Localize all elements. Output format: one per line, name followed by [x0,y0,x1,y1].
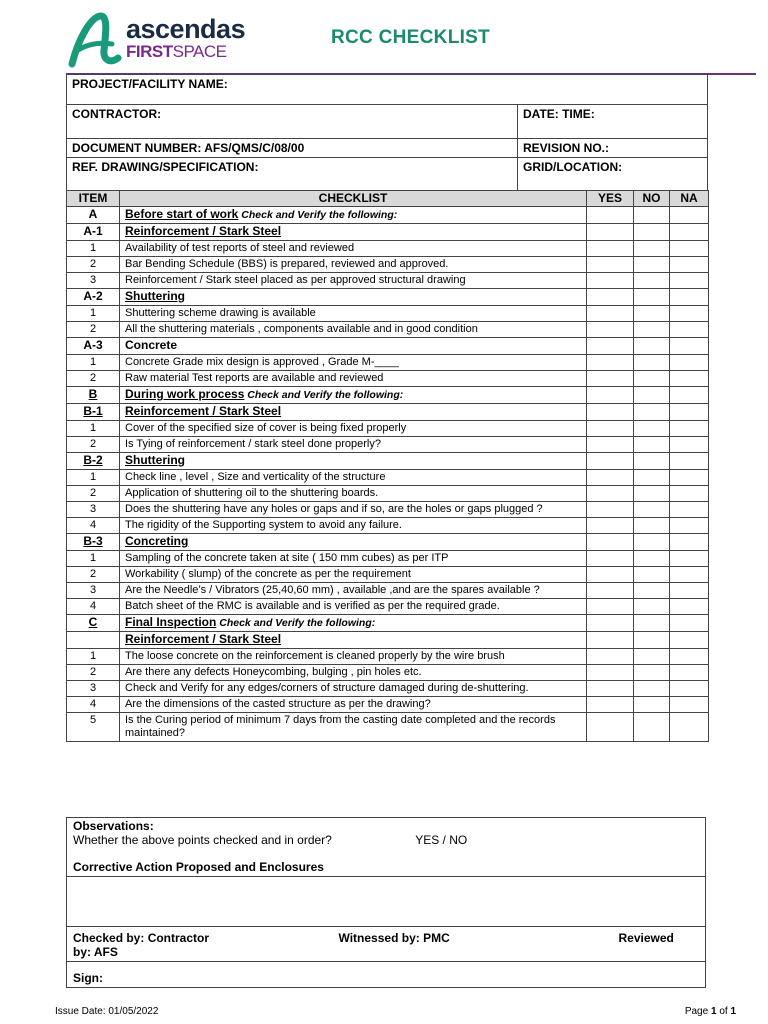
checked-by-label: Checked by: Contractor [73,931,210,945]
checklist-row [67,306,709,322]
checkbox-no[interactable] [634,437,670,453]
checkbox-na[interactable] [670,241,709,257]
section-title: Shuttering [125,289,185,303]
checklist-text [120,453,587,470]
checkbox-yes[interactable] [587,665,634,681]
checklist-row [67,599,709,615]
checkbox-yes[interactable] [587,371,634,387]
reviewed-by-label: by: AFS [73,945,118,959]
item-number: 2 [67,371,120,387]
checklist-text [120,387,587,404]
checkbox-na[interactable] [670,273,709,289]
checkbox-yes[interactable] [587,470,634,486]
section-title: Before start of work [125,207,239,221]
checkbox-no[interactable] [634,421,670,437]
checkbox-yes[interactable] [587,534,634,551]
checklist-section-row [67,632,709,649]
item-number: 1 [67,551,120,567]
checkbox-na[interactable] [670,649,709,665]
checklist-section-row [67,338,709,355]
section-title: Reinforcement / Stark Steel [125,224,282,238]
checklist-text: Shuttering scheme drawing is available [120,306,587,322]
item-number: 1 [67,470,120,486]
checklist-row [67,502,709,518]
checklist-body [67,207,709,742]
checkbox-no[interactable] [634,273,670,289]
checklist-text [120,615,587,632]
col-checklist: CHECKLIST [120,191,587,207]
col-na: NA [670,191,709,207]
checklist-text: The rigidity of the Supporting system to avoid any failure. [120,518,587,534]
checkbox-yes[interactable] [587,322,634,338]
checkbox-no[interactable] [634,322,670,338]
checkbox-no[interactable] [634,534,670,551]
logo-mark-icon [66,10,124,68]
page-label: Page [684,1006,709,1017]
checkbox-na[interactable] [670,534,709,551]
checklist-text: Are there any defects Honeycombing, bulging , pin holes etc. [120,665,587,681]
checkbox-na[interactable] [670,387,709,404]
item-number: B [67,387,120,404]
logo-space: SPACE [172,42,227,61]
checklist-row [67,583,709,599]
sign-field[interactable]: Sign: [67,962,706,988]
checklist-section-row [67,404,709,421]
section-title: Reinforcement / Stark Steel [125,632,282,646]
checklist-text: Sampling of the concrete taken at site ( 150 mm cubes) as per ITP [120,551,587,567]
date-time-field: DATE: TIME: [518,105,708,139]
checkbox-yes[interactable] [587,355,634,371]
checklist-text: Is Tying of reinforcement / stark steel done properly? [120,437,587,453]
checklist-row [67,649,709,665]
checkbox-no[interactable] [634,257,670,273]
checkbox-no[interactable] [634,649,670,665]
item-number: A [67,207,120,224]
checklist-text: Bar Bending Schedule (BBS) is prepared, reviewed and approved. [120,257,587,273]
item-number: 2 [67,322,120,338]
checklist-text: Concrete Grade mix design is approved , Grade M-____ [120,355,587,371]
checkbox-na[interactable] [670,355,709,371]
section-note: Check and Verify the following: [216,617,376,629]
checkbox-yes[interactable] [587,241,634,257]
contractor-field: CONTRACTOR: [67,105,518,139]
checklist-text [120,289,587,306]
checkbox-no[interactable] [634,355,670,371]
checkbox-na[interactable] [670,338,709,355]
section-title: Concreting [125,534,189,548]
checkbox-no[interactable] [634,599,670,615]
checklist-text: Are the dimensions of the casted structure as per the drawing? [120,697,587,713]
checkbox-yes[interactable] [587,502,634,518]
checkbox-no[interactable] [634,567,670,583]
checkbox-no[interactable] [634,502,670,518]
col-no: NO [634,191,670,207]
checkbox-yes[interactable] [587,207,634,224]
item-number: 3 [67,583,120,599]
checkbox-yes[interactable] [587,387,634,404]
checklist-text [120,207,587,224]
checklist-row [67,421,709,437]
checkbox-na[interactable] [670,437,709,453]
item-number: 4 [67,697,120,713]
checkbox-no[interactable] [634,615,670,632]
checkbox-no[interactable] [634,486,670,502]
checkbox-na[interactable] [670,567,709,583]
checkbox-no[interactable] [634,207,670,224]
checklist-row [67,437,709,453]
checkbox-no[interactable] [634,241,670,257]
checklist-text: All the shuttering materials , components available and in good condition [120,322,587,338]
checkbox-na[interactable] [670,632,709,649]
checkbox-no[interactable] [634,551,670,567]
section-note: Check and Verify the following: [244,389,404,401]
checkbox-na[interactable] [670,713,709,742]
revision-field: REVISION NO.: [518,139,708,158]
logo-word-ascendas: ascendas [126,14,246,44]
checklist-table [66,190,709,742]
item-number: 1 [67,421,120,437]
company-logo [66,10,246,68]
checkbox-na[interactable] [670,224,709,241]
checklist-row [67,257,709,273]
checklist-text: Reinforcement / Stark steel placed as per approved structural drawing [120,273,587,289]
checkbox-yes[interactable] [587,453,634,470]
checklist-row [67,518,709,534]
observations-cell [67,818,706,877]
item-number: 2 [67,257,120,273]
section-title: Shuttering [125,453,185,467]
item-number [67,632,120,649]
checkbox-na[interactable] [670,371,709,387]
checkbox-no[interactable] [634,453,670,470]
item-number: 2 [67,567,120,583]
observations-question: Whether the above points checked and in order? [73,833,332,847]
page-total: 1 [730,1006,736,1017]
col-item: ITEM [67,191,120,207]
checklist-text: Are the Needle’s / Vibrators (25,40,60 mm) , available ,and are the spares available ? [120,583,587,599]
checkbox-na[interactable] [670,207,709,224]
checkbox-na[interactable] [670,599,709,615]
checklist-row [67,470,709,486]
checkbox-na[interactable] [670,583,709,599]
checkbox-yes[interactable] [587,649,634,665]
checkbox-no[interactable] [634,404,670,421]
checklist-row [67,355,709,371]
document-number-field: DOCUMENT NUMBER: AFS/QMS/C/08/00 [67,139,518,158]
checkbox-yes[interactable] [587,599,634,615]
checkbox-yes[interactable] [587,421,634,437]
checklist-text: Is the Curing period of minimum 7 days from the casting date completed and the records maintained? [120,713,587,742]
item-number: A-1 [67,224,120,241]
checklist-text [120,338,587,355]
corrective-action-area[interactable] [67,877,706,927]
checkbox-no[interactable] [634,371,670,387]
page-of-label: of [719,1006,728,1017]
checkbox-yes[interactable] [587,437,634,453]
checkbox-yes[interactable] [587,306,634,322]
logo-first: FIRST [126,42,173,61]
checkbox-no[interactable] [634,665,670,681]
checkbox-na[interactable] [670,306,709,322]
checkbox-no[interactable] [634,518,670,534]
item-number: 2 [67,665,120,681]
checkbox-yes[interactable] [587,632,634,649]
checkbox-no[interactable] [634,713,670,742]
item-number: 4 [67,599,120,615]
checklist-section-row [67,615,709,632]
checklist-text: Does the shuttering have any holes or gaps and if so, are the holes or gaps plugged ? [120,502,587,518]
checkbox-yes[interactable] [587,404,634,421]
issue-date: Issue Date: 01/05/2022 [55,1006,159,1017]
logo-word-firstspace [126,42,226,62]
observations-question-line [73,833,699,847]
checklist-row [67,665,709,681]
page-number: 1 [710,1006,717,1017]
checkbox-na[interactable] [670,665,709,681]
checklist-row [67,697,709,713]
checklist-text [120,632,587,649]
checkbox-na[interactable] [670,289,709,306]
checklist-text [120,534,587,551]
checklist-text: Check line , level , Size and verticality of the structure [120,470,587,486]
checklist-text: Cover of the specified size of cover is being fixed properly [120,421,587,437]
checkbox-yes[interactable] [587,697,634,713]
checkbox-no[interactable] [634,224,670,241]
checkbox-na[interactable] [670,551,709,567]
checkbox-no[interactable] [634,470,670,486]
checklist-section-row [67,453,709,470]
section-title: Final Inspection [125,615,217,629]
checklist-section-row [67,387,709,404]
checklist-row [67,486,709,502]
item-number: B-3 [67,534,120,551]
checkbox-yes[interactable] [587,713,634,742]
checkbox-yes[interactable] [587,518,634,534]
checklist-section-row [67,207,709,224]
checkbox-na[interactable] [670,404,709,421]
checklist-text: Workability ( slump) of the concrete as per the requirement [120,567,587,583]
checklist-text: Raw material Test reports are available and reviewed [120,371,587,387]
checkbox-na[interactable] [670,697,709,713]
item-number: 3 [67,681,120,697]
checkbox-yes[interactable] [587,567,634,583]
checklist-text: Availability of test reports of steel and reviewed [120,241,587,257]
observations-table [66,817,706,988]
item-number: 1 [67,649,120,665]
grid-location-field: GRID/LOCATION: [518,158,708,192]
checklist-row [67,551,709,567]
item-number: C [67,615,120,632]
checkbox-yes[interactable] [587,681,634,697]
reviewed-label: Reviewed [618,931,674,945]
checklist-row [67,273,709,289]
checklist-row [67,241,709,257]
checkbox-no[interactable] [634,697,670,713]
checkbox-no[interactable] [634,338,670,355]
checkbox-na[interactable] [670,453,709,470]
checkbox-na[interactable] [670,518,709,534]
checkbox-na[interactable] [670,322,709,338]
item-number: B-2 [67,453,120,470]
observations-label: Observations: [73,819,154,833]
checkbox-na[interactable] [670,257,709,273]
item-number: 4 [67,518,120,534]
signature-roles-cell [67,927,706,962]
checklist-section-row [67,224,709,241]
checkbox-yes[interactable] [587,615,634,632]
checkbox-yes[interactable] [587,257,634,273]
col-yes: YES [587,191,634,207]
checkbox-yes[interactable] [587,583,634,599]
observations-yes-no: YES / NO [415,833,468,847]
checklist-text [120,224,587,241]
checklist-text: The loose concrete on the reinforcement is cleaned properly by the wire brush [120,649,587,665]
item-number: 3 [67,273,120,289]
checkbox-no[interactable] [634,681,670,697]
section-title: Concrete [125,338,178,352]
checkbox-na[interactable] [670,421,709,437]
checklist-section-row [67,289,709,306]
witnessed-by-label: Witnessed by: PMC [338,931,450,945]
ref-drawing-field: REF. DRAWING/SPECIFICATION: [67,158,518,192]
checkbox-yes[interactable] [587,289,634,306]
checkbox-yes[interactable] [587,273,634,289]
item-number: 2 [67,437,120,453]
checklist-row [67,371,709,387]
document-title: RCC CHECKLIST [331,27,491,48]
section-title: Reinforcement / Stark Steel [125,404,282,418]
checkbox-yes[interactable] [587,486,634,502]
project-name-field: PROJECT/FACILITY NAME: [67,75,708,105]
checklist-text [120,404,587,421]
checkbox-yes[interactable] [587,551,634,567]
section-note: Check and Verify the following: [238,209,398,221]
checkbox-no[interactable] [634,583,670,599]
checkbox-no[interactable] [634,289,670,306]
item-number: 1 [67,306,120,322]
checklist-text: Application of shuttering oil to the shuttering boards. [120,486,587,502]
checklist-text: Batch sheet of the RMC is available and is verified as per the required grade. [120,599,587,615]
item-number: A-3 [67,338,120,355]
item-number: B-1 [67,404,120,421]
checklist-row [67,713,709,742]
checkbox-no[interactable] [634,387,670,404]
checkbox-na[interactable] [670,615,709,632]
checkbox-na[interactable] [670,470,709,486]
checklist-section-row [67,534,709,551]
section-title: During work process [125,387,245,401]
item-number: 1 [67,355,120,371]
item-number: 5 [67,713,120,742]
checkbox-na[interactable] [670,681,709,697]
item-number: 2 [67,486,120,502]
checkbox-yes[interactable] [587,224,634,241]
item-number: 1 [67,241,120,257]
item-number: 3 [67,502,120,518]
checklist-row [67,567,709,583]
checkbox-na[interactable] [670,486,709,502]
item-number: A-2 [67,289,120,306]
checklist-text: Check and Verify for any edges/corners of structure damaged during de-shuttering. [120,681,587,697]
checklist-row [67,322,709,338]
header-info-table [66,74,708,192]
checkbox-no[interactable] [634,306,670,322]
checkbox-yes[interactable] [587,338,634,355]
corrective-action-label: Corrective Action Proposed and Enclosures [73,860,324,874]
checkbox-na[interactable] [670,502,709,518]
checklist-row [67,681,709,697]
page-indicator [685,1006,736,1017]
checkbox-no[interactable] [634,632,670,649]
